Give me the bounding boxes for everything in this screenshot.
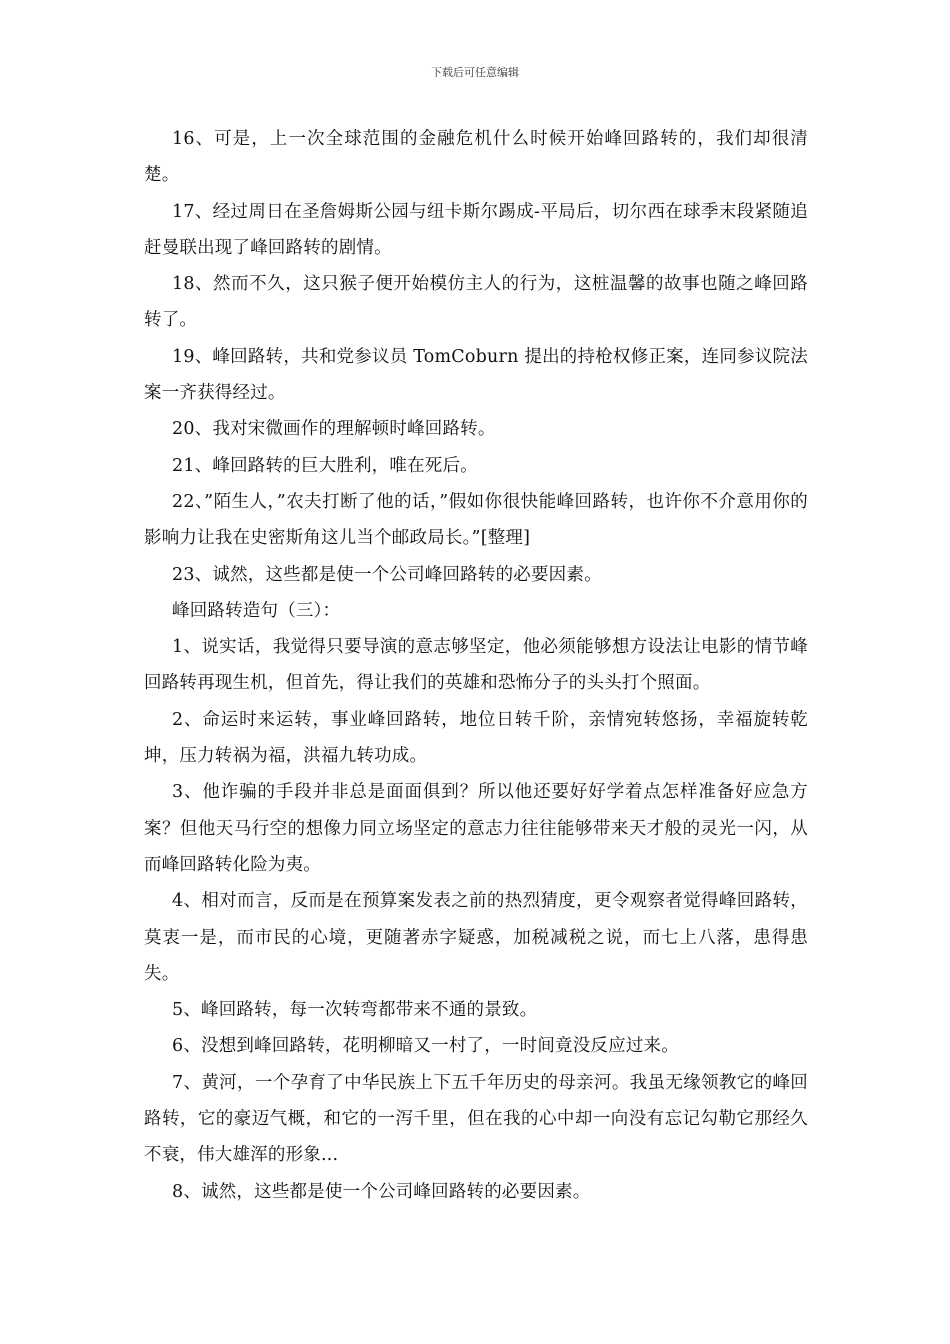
paragraph-20: 20、我对宋微画作的理解顿时峰回路转。	[172, 419, 496, 440]
paragraph-23: 23、诚然，这些都是使一个公司峰回路转的必要因素。	[172, 564, 602, 585]
paragraph-s3-8: 8、诚然，这些都是使一个公司峰回路转的必要因素。	[172, 1181, 591, 1202]
paragraph-s3-7: 7、黄河，一个孕育了中华民族上下五千年历史的母亲河。我虽无缘领教它的峰回路转，它的豪迈气概，和它的一泻千里，但在我的心中却一向没有忘记勾勒它那经久不衰，伟大雄浑的形象...	[144, 1072, 808, 1166]
page-header: 下载后可任意编辑	[431, 66, 519, 79]
paragraph-18: 18、然而不久，这只猴子便开始模仿主人的行为，这桩温馨的故事也随之峰回路转了。	[144, 274, 808, 331]
paragraph-s3-2: 2、命运时来运转，事业峰回路转，地位日转千阶，亲情宛转悠扬，幸福旋转乾坤，压力转祸为福，洪福九转功成。	[144, 709, 808, 767]
document-body	[144, 121, 808, 1210]
paragraph-s3-6: 6、没想到峰回路转，花明柳暗又一村了，一时间竟没反应过来。	[172, 1036, 679, 1057]
paragraph-16: 16、可是，上一次全球范围的金融危机什么时候开始峰回路转的，我们却很清楚。	[144, 129, 808, 186]
paragraph-s3-5: 5、峰回路转，每一次转弯都带来不通的景致。	[172, 1000, 538, 1021]
paragraph-17: 17、经过周日在圣詹姆斯公园与纽卡斯尔踢成-平局后，切尔西在球季末段紧随追赶曼联出现了峰回路转的剧情。	[144, 201, 808, 258]
paragraph-22: 22、”陌生人，”农夫打断了他的话，”假如你很快能峰回路转，也许你不介意用你的影响力让我在史密斯角这儿当个邮政局长。”[整理]	[144, 491, 808, 549]
section-heading: 峰回路转造句（三）：	[172, 600, 341, 621]
paragraph-21: 21、峰回路转的巨大胜利，唯在死后。	[172, 455, 478, 476]
paragraph-s3-3: 3、他诈骗的手段并非总是面面俱到？所以他还要好好学着点怎样准备好应急方案？但他天马行空的想像力同立场坚定的意志力往往能够带来天才般的灵光一闪，从而峰回路转化险为夷。	[144, 782, 808, 875]
paragraph-s3-4: 4、相对而言，反而是在预算案发表之前的热烈猜度，更令观察者觉得峰回路转，莫衷一是，而市民的心境，更随著赤字疑惑，加税减税之说，而七上八落，患得患失。	[144, 891, 808, 984]
paragraph-s3-1: 1、说实话，我觉得只要导演的意志够坚定，他必须能够想方设法让电影的情节峰回路转再现生机，但首先，得让我们的英雄和恐怖分子的头头打个照面。	[144, 637, 808, 694]
paragraph-19: 19、峰回路转，共和党参议员 TomCoburn 提出的持枪权修正案，连同参议院法案一齐获得经过。	[144, 346, 808, 404]
